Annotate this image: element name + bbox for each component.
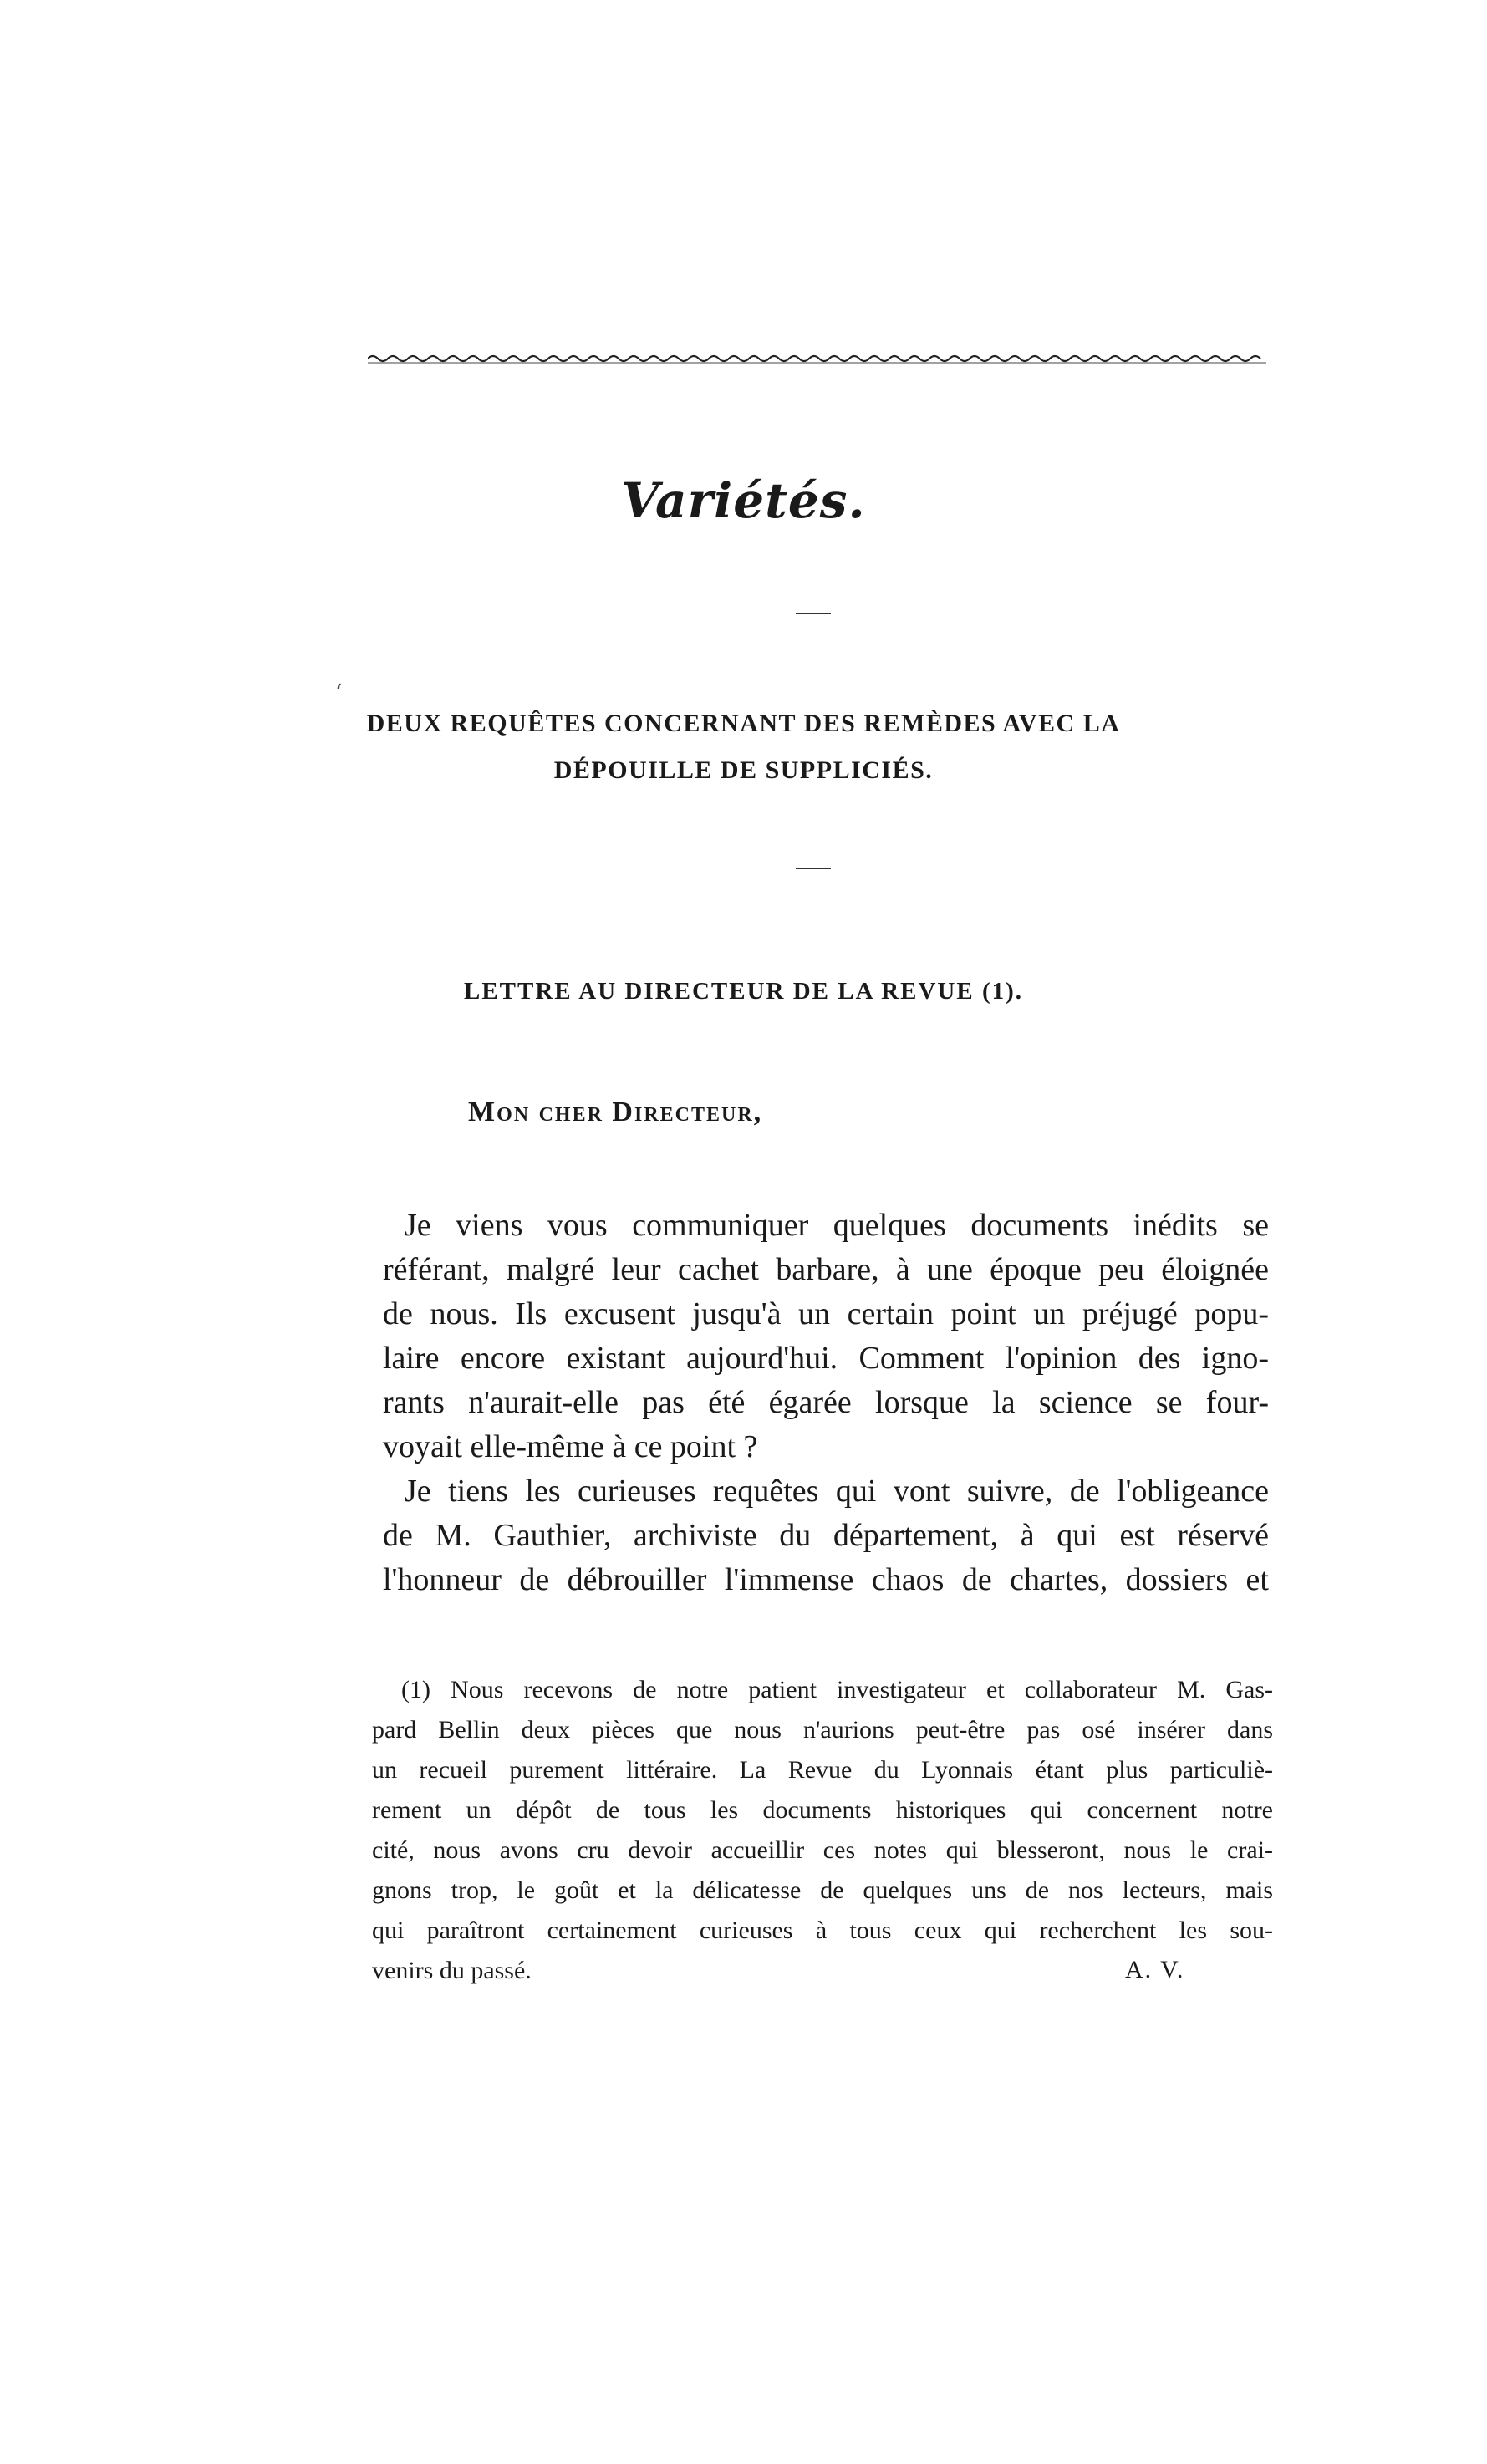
separator-rule bbox=[796, 868, 831, 869]
paragraph-line: voyait elle-même à ce point ? bbox=[383, 1429, 758, 1464]
paragraph-line: de M. Gauthier, archiviste du département, à qui est réservé bbox=[383, 1518, 1269, 1553]
footnote-line: rement un dépôt de tous les documents historiques qui concernent notre bbox=[372, 1796, 1273, 1824]
footnote-line: venirs du passé. bbox=[372, 1957, 532, 1984]
page-title: Variétés. bbox=[621, 472, 866, 529]
article-heading-line: DÉPOUILLE DE SUPPLICIÉS. bbox=[553, 756, 934, 784]
footnote-line: (1) Nous recevons de notre patient investigateur et collaborateur M. Gas- bbox=[401, 1676, 1273, 1703]
footnote-line: gnons trop, le goût et la délicatesse de quelques uns de nos lecteurs, mais bbox=[372, 1876, 1273, 1904]
footnote-line: pard Bellin deux pièces que nous n'aurions peut-être pas osé insérer dans bbox=[372, 1716, 1273, 1744]
paragraph-line: Je viens vous communiquer quelques documents inédits se bbox=[405, 1208, 1269, 1243]
paragraph-line: laire encore existant aujourd'hui. Comment l'opinion des igno- bbox=[383, 1341, 1269, 1376]
salutation: Mon cher Directeur, bbox=[468, 1097, 763, 1128]
paragraph-line: l'honneur de débrouiller l'immense chaos de chartes, dossiers et bbox=[383, 1562, 1269, 1597]
footnote-line: un recueil purement littéraire. La Revue du Lyonnais étant plus particuliè- bbox=[372, 1756, 1273, 1784]
paragraph-line: rants n'aurait-elle pas été égarée lorsque la science se four- bbox=[383, 1385, 1269, 1420]
paragraph-line: Je tiens les curieuses requêtes qui vont suivre, de l'obligeance bbox=[405, 1474, 1269, 1509]
separator-rule bbox=[796, 613, 831, 614]
decorative-rule-ornament bbox=[368, 351, 1266, 366]
paragraph-line: de nous. Ils excusent jusqu'à un certain point un préjugé popu- bbox=[383, 1296, 1269, 1331]
letter-title: LETTRE AU DIRECTEUR DE LA REVUE (1). bbox=[463, 978, 1024, 1005]
article-heading-line: DEUX REQUÊTES CONCERNANT DES REMÈDES AVEC LA bbox=[366, 710, 1121, 737]
paragraph-line: référant, malgré leur cachet barbare, à une époque peu éloignée bbox=[383, 1252, 1269, 1287]
footnote-line: qui paraîtront certainement curieuses à tous ceux qui recherchent les sou- bbox=[372, 1917, 1273, 1944]
margin-mark: ‘ bbox=[335, 680, 343, 705]
footnote-line: cité, nous avons cru devoir accueillir ces notes qui blesseront, nous le crai- bbox=[372, 1836, 1273, 1864]
footnote-signature: A. V. bbox=[1125, 1956, 1185, 1983]
